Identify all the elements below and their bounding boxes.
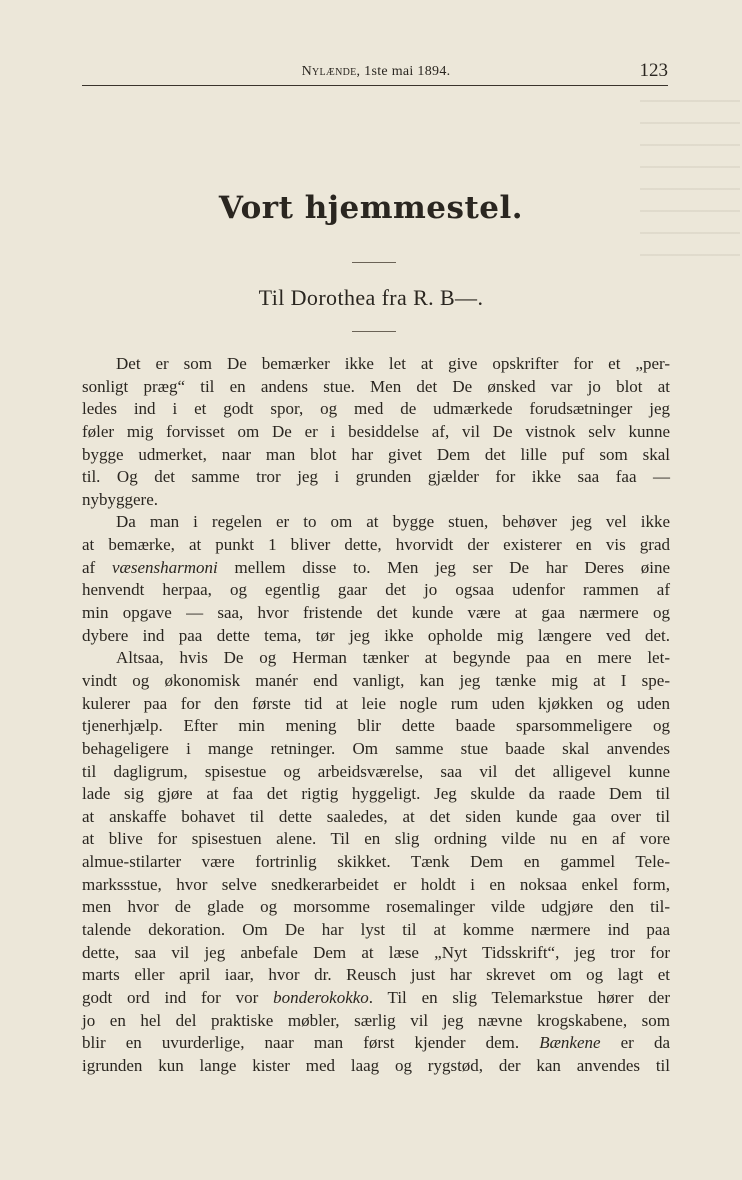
body-line: sonligt præg“ til en andens stue. Men det De ønsked var jo blot at xyxy=(82,376,670,396)
body-line: marts eller april iaar, hvor dr. Reusch just har skrevet om og lagt et xyxy=(82,965,670,985)
body-line: dette, saa vil jeg anbefale Dem at læse „Nyt Tidsskrift“, jeg tror for xyxy=(82,942,670,962)
header-divider xyxy=(82,85,668,86)
body-line-mixed: blir en uvurderlige, naar man først kjender dem. Bænkene er da xyxy=(82,1033,670,1053)
body-line: dybere ind paa dette tema, tør jeg ikke opholde mig længere ved det. xyxy=(82,625,670,645)
running-header xyxy=(82,60,670,86)
body-line: Altsaa, hvis De og Herman tænker at begynde paa en mere let- xyxy=(116,648,670,668)
body-line: at bemærke, at punkt 1 bliver dette, hvorvidt der existerer en vis grad xyxy=(82,535,670,555)
body-line: tjenerhjælp. Efter min mening blir dette baade sparsommeligere og xyxy=(82,716,670,736)
body-line: henvendt herpaa, og egentlig gaar det jo ogsaa udenfor rammen af xyxy=(82,580,670,600)
body-line: nybyggere. xyxy=(82,489,159,509)
body-line: til dagligrum, spisestue og arbeidsværelse, saa vil det alligevel kunne xyxy=(82,761,670,781)
bleed-through-text xyxy=(640,100,740,260)
body-line: Da man i regelen er to om at bygge stuen, behøver jeg vel ikke xyxy=(116,512,670,532)
dedication-divider xyxy=(352,331,396,332)
article-title: Vort hjemmestel. xyxy=(218,190,524,226)
body-line: føler mig forvisset om De er i besiddelse af, vil De vistnok selv kunne xyxy=(82,421,670,441)
body-line: talende dekoration. Om De har lyst til at komme nærmere ind paa xyxy=(82,920,670,940)
body-line: at blive for spisestuen alene. Til en slig ordning vilde nu en af vore xyxy=(82,829,670,849)
title-divider xyxy=(352,262,396,263)
italic-term: bonderokokko xyxy=(273,987,369,1007)
body-line: markssstue, hvor selve snedkerarbeidet er holdt i en noksaa enkel form, xyxy=(82,874,670,894)
body-line-mixed: af væsensharmoni mellem disse to. Men jeg ser De har Deres øine xyxy=(82,557,670,577)
page-number: 123 xyxy=(639,60,668,81)
body-line: vindt og økonomisk manér end vanligt, kan jeg tænke mig at I spe- xyxy=(82,670,670,690)
body-line: almue-stilarter være fortrinlig skikket. Tænk Dem en gammel Tele- xyxy=(82,852,670,872)
body-line: men hvor de glade og morsomme rosemalinger vilde udgjøre den til- xyxy=(82,897,670,917)
body-line-mixed: godt ord ind for vor bonderokokko. Til en slig Telemarkstue hører der xyxy=(82,987,670,1007)
italic-term: Bænkene xyxy=(539,1033,601,1053)
body-line: jo en hel del praktiske møbler, særlig vil jeg nævne krogskabene, som xyxy=(82,1010,670,1030)
body-line: behageligere i mange retninger. Om samme stue baade skal anvendes xyxy=(82,738,670,758)
body-line: bygge udmerket, naar man blot har givet Dem det lille puf som skal xyxy=(82,444,670,464)
body-line: lade sig gjøre at faa det rigtig hyggeligt. Jeg skulde da raade Dem til xyxy=(82,784,670,804)
body-line: til. Og det samme tror jeg i grunden gjælder for ikke saa faa — xyxy=(82,467,670,487)
body-line: ledes ind i et godt spor, og med de udmærkede forudsætninger jeg xyxy=(82,399,670,419)
body-line: kulerer paa for den første tid at leie nogle rum uden kjøkken og uden xyxy=(82,693,670,713)
body-line: Det er som De bemærker ikke let at give opskrifter for et „per- xyxy=(116,354,670,373)
italic-term: væsensharmoni xyxy=(111,557,218,577)
dedication: Til Dorothea fra R. B—. xyxy=(258,285,484,310)
article-body xyxy=(82,353,670,1078)
body-line: igrunden kun lange kister med laag og rygstød, der kan anvendes til xyxy=(82,1055,670,1075)
running-header-title: Nylænde, 1ste mai 1894. xyxy=(301,64,451,79)
body-line: at anskaffe bohavet til dette saaledes, at det siden kunde gaa over til xyxy=(82,806,670,826)
body-line: min opgave — saa, hvor fristende det kunde være at gaa nærmere og xyxy=(82,603,670,623)
